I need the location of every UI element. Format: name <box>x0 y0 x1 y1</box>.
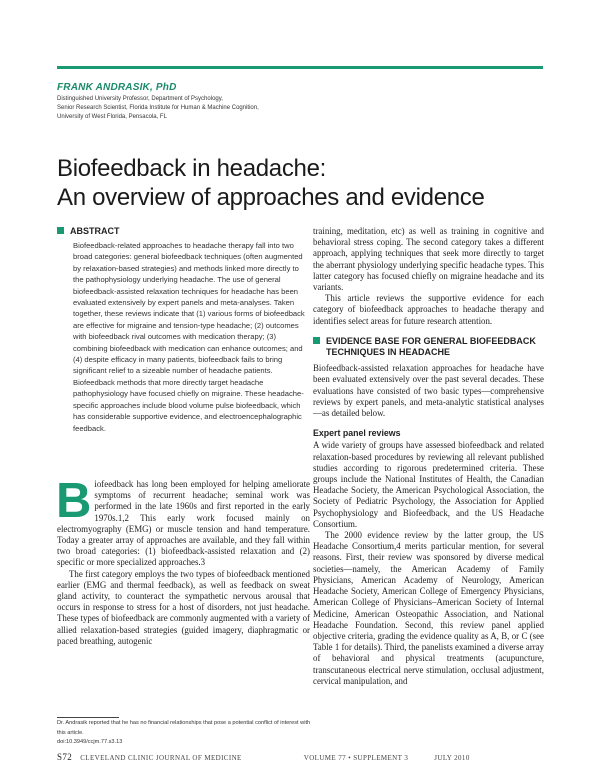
footnote-rule <box>57 717 119 718</box>
right-paragraph-4: A wide variety of groups have assessed biofeedback and related relaxation-based procedures by reviewing all relevant published studies according to rigorous predetermined criteria. These groups include the National Institutes of Health, the Canadian Headache Society, the American Psychological Association, the Society of Pediatric Psychology, the Association for Applied Psychophysiology and Biofeedback, and the US Headache Consortium. <box>313 440 544 529</box>
right-paragraph-5: The 2000 evidence review by the latter group, the US Headache Consortium,4 merits particular mention, for several reasons. First, their review was sponsored by diverse medical societies—namely, the American Academy of Family Physicians, American Academy of Neurology, American Headache Society, American College of Emergency Physicians, American College of Physicians–American Society of Internal Medicine, American Osteopathic Association, and National Headache Foundation. Second, this review panel applied objective criteria, grading the evidence quality as A, B, or C (see Table 1 for details). Third, the panelists examined a diverse array of behavioral and physical treatments (acupuncture, transcutaneous electrical nerve stimulation, occlusal adjustment, cervical manipulation, and <box>313 530 544 686</box>
intro-p1-text: iofeedback has long been employed for helping ameliorate symptoms of recurrent headache; seminal work was performed in the late 1960s and first reported in the early 1970s.1,2 This early work focused mainly on electromyography (EMG) or muscle tension and hand temperature. Today a greater array of approaches are available, and they fall within two broad categories: (1) biofeedback-assisted relaxation and (2) specific or more specialized approaches.3 <box>57 479 310 568</box>
author-affiliations <box>57 95 397 123</box>
author-name: FRANK ANDRASIK, PhD <box>57 82 177 93</box>
intro-paragraph-1 <box>56 474 310 569</box>
right-paragraph-2: This article reviews the supportive evidence for each category of biofeedback approaches to headache therapy and identifies select areas for future research attention. <box>313 293 544 326</box>
issue-date: JULY 2010 <box>434 754 470 762</box>
square-bullet-icon <box>57 227 64 234</box>
drop-cap: B <box>56 474 92 528</box>
affiliation-line: Senior Research Scientist, Florida Institute for Human & Machine Cognition, <box>57 105 259 112</box>
affiliation-line: University of West Florida, Pensacola, FL <box>57 114 167 121</box>
intro-paragraph-2: The first category employs the two types of biofeedback mentioned earlier (EMG and thermal feedback), as well as feedback on sweat gland activity, to counteract the sympathetic nervous arousal that occurs in response to stress for a host of disorders, not just headache. These types of biofeedback are commonly augmented with a variety of allied relaxation-based strategies (guided imagery, diaphragmatic or paced breathing, autogenic <box>57 568 310 646</box>
right-paragraph-3: Biofeedback-assisted relaxation approaches for headache have been evaluated extensively over the past several decades. These evaluations have consisted of two basic types—comprehensive reviews by expert panels, and meta-analytic statistical analyses—as detailed below. <box>313 363 544 419</box>
subheading-expert-panel: Expert panel reviews <box>313 428 401 439</box>
doi: doi:10.3949/ccjm.77.s3.13 <box>57 739 123 746</box>
journal-name: CLEVELAND CLINIC JOURNAL OF MEDICINE <box>80 754 242 762</box>
title-line-1: Biofeedback in headache: <box>57 155 327 182</box>
section-heading-line-1: EVIDENCE BASE FOR GENERAL BIOFEEDBACK <box>326 335 536 346</box>
square-bullet-icon <box>313 337 320 344</box>
page-footer <box>57 752 543 762</box>
abstract-heading <box>57 226 120 236</box>
affiliation-line: Distinguished University Professor, Department of Psychology, <box>57 96 223 102</box>
article-title <box>57 154 557 212</box>
header-rule <box>57 66 543 69</box>
right-paragraph-1: training, meditation, etc) as well as training in cognitive and behavioral stress coping. The second category takes a different approach, applying techniques that seek more directly to target the aberrant physiology underlying specific headache types. This latter category has focused chiefly on migraine headache and its variants. <box>313 226 544 293</box>
section-heading <box>313 336 544 358</box>
abstract-text: Biofeedback-related approaches to headache therapy fall into two broad categories: general biofeedback techniques (often augmented by relaxation-based strategies) and methods linked more directly to the pathophysiology underlying headache. The use of general biofeedback-assisted relaxation techniques for headache has been evaluated extensively by expert panels and meta-analyses. Taken together, these reviews indicate that (1) various forms of biofeedback are effective for migraine and tension-type headache; (2) outcomes with biofeedback rival outcomes with medication therapy; (3) combining biofeedback with medication can enhance outcomes; and (4) despite efficacy in many patients, biofeedback fails to bring significant relief to a sizeable number of headache patients. Biofeedback methods that more directly target headache pathophysiology have focused chiefly on migraine. These headache-specific approaches include blood volume pulse biofeedback, which has considerable supportive evidence, and electroencephalographic feedback. <box>73 241 305 433</box>
volume-info: VOLUME 77 • SUPPLEMENT 3 <box>303 754 409 762</box>
footnote <box>57 719 313 748</box>
title-line-2: An overview of approaches and evidence <box>57 184 485 211</box>
right-column <box>313 226 544 687</box>
disclosure-note: Dr. Andrasik reported that he has no financial relationships that pose a potential conflict of interest with this article. <box>57 720 311 736</box>
intro-column <box>56 474 310 647</box>
page-number: S72 <box>57 752 73 762</box>
abstract-heading-text: ABSTRACT <box>70 226 120 236</box>
section-heading-text <box>326 336 536 358</box>
section-heading-line-2: TECHNIQUES IN HEADACHE <box>326 347 451 358</box>
